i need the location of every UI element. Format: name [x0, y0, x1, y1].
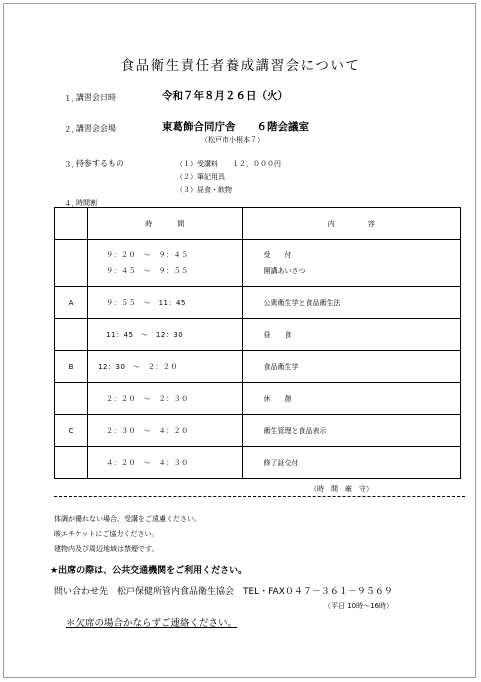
item-4-number: ４． — [64, 199, 79, 208]
row-content: 食品衛生学 — [263, 362, 299, 371]
table-row — [55, 351, 461, 383]
item-4-label: 時間割 — [76, 199, 97, 207]
row-time: ４：２０ ～ ４：３０ — [106, 458, 189, 467]
header-content: 内 容 — [243, 208, 461, 240]
row-group — [55, 383, 88, 415]
row-time: ９：２０ ～ ９：４５ — [106, 251, 189, 259]
header-time: 時 間 — [88, 208, 243, 240]
absence-notice: ＊欠席の場合かならずご連絡ください。 — [66, 618, 238, 629]
table-row — [55, 415, 461, 447]
contact-info: 問い合わせ先 松戸保健所管内食品衛生協会 TEL・FAX０４７－３６１－９５６９ — [54, 587, 393, 597]
row-time-cell — [88, 319, 243, 351]
table-row — [55, 447, 461, 479]
row-content-cell — [243, 287, 461, 319]
row-time-cell — [88, 240, 243, 287]
item-3-list-item: （２）筆記用具 — [176, 173, 225, 181]
item-3-list-item: （１）受講料 １２，０００円 — [176, 160, 281, 168]
row-content-cell — [243, 415, 461, 447]
row-time-cell — [88, 447, 243, 479]
row-time-cell — [88, 351, 243, 383]
item-1-label: 講習会日時 — [76, 93, 116, 102]
note-line: 咳エチケットにご協力ください。 — [54, 530, 159, 538]
document-page — [3, 3, 476, 678]
row-time-cell — [88, 287, 243, 319]
row-content: 開講あいさつ — [263, 267, 306, 275]
row-group: C — [55, 415, 88, 447]
row-group — [55, 240, 88, 287]
table-row — [55, 383, 461, 415]
row-time: ９：５５ ～ 11：45 — [106, 298, 186, 307]
item-3-list-item: （３）昼食・飲物 — [176, 186, 232, 194]
row-time: 12：30 ～ ２：２０ — [98, 362, 178, 371]
item-3-label: 持参するもの — [76, 159, 124, 168]
row-content-cell — [243, 383, 461, 415]
row-content: 受 付 — [263, 251, 292, 259]
row-content-cell — [243, 319, 461, 351]
row-content: 修了証交付 — [263, 458, 299, 467]
table-row — [55, 287, 461, 319]
note-line: 建物内及び周辺地域は禁煙です。 — [54, 545, 159, 553]
item-2-value: 東葛飾合同庁舎 ６階会議室 — [162, 121, 309, 133]
item-3-number: ３． — [64, 160, 79, 169]
item-2-address: （松戸市小根本７） — [201, 136, 264, 144]
table-row — [55, 240, 461, 287]
row-content-cell — [243, 240, 461, 287]
row-content-cell — [243, 351, 461, 383]
row-time: ２：３０ ～ ４：２０ — [106, 426, 189, 435]
dashed-divider — [54, 496, 465, 497]
schedule-table — [54, 207, 461, 479]
item-1-value: 令和７年８月２６日（火） — [162, 90, 288, 102]
row-group: A — [55, 287, 88, 319]
item-1-number: １． — [64, 94, 79, 103]
contact-hours: （平日 10時～16時） — [324, 602, 394, 610]
row-content: 衛生管理と食品表示 — [263, 426, 327, 435]
item-2-number: ２． — [64, 125, 79, 134]
note-line: 体調が優れない場合、受講をご遠慮ください。 — [54, 515, 201, 523]
row-time-cell — [88, 383, 243, 415]
row-time-cell — [88, 415, 243, 447]
table-row — [55, 319, 461, 351]
table-header-row — [55, 208, 461, 240]
row-group — [55, 447, 88, 479]
row-content: 休 憩 — [263, 394, 292, 403]
header-group-cell — [55, 208, 88, 240]
row-time: 11：45 ～ 12：30 — [106, 330, 184, 339]
row-time: ９：４５ ～ ９：５５ — [106, 267, 189, 275]
row-content: 公衆衛生学と食品衛生法 — [263, 298, 341, 307]
row-group: B — [55, 351, 88, 383]
schedule-footnote: （時 間 厳 守） — [310, 485, 373, 493]
row-content: 昼 食 — [263, 330, 292, 339]
document-title: 食品衛生責任者養成講習会について — [120, 58, 361, 74]
row-group — [55, 319, 88, 351]
row-time: ２：２０ ～ ２：３０ — [106, 394, 189, 403]
transport-notice: ★出席の際は、公共交通機関をご利用ください。 — [50, 566, 248, 576]
row-content-cell — [243, 447, 461, 479]
item-2-label: 講習会会場 — [76, 124, 116, 133]
